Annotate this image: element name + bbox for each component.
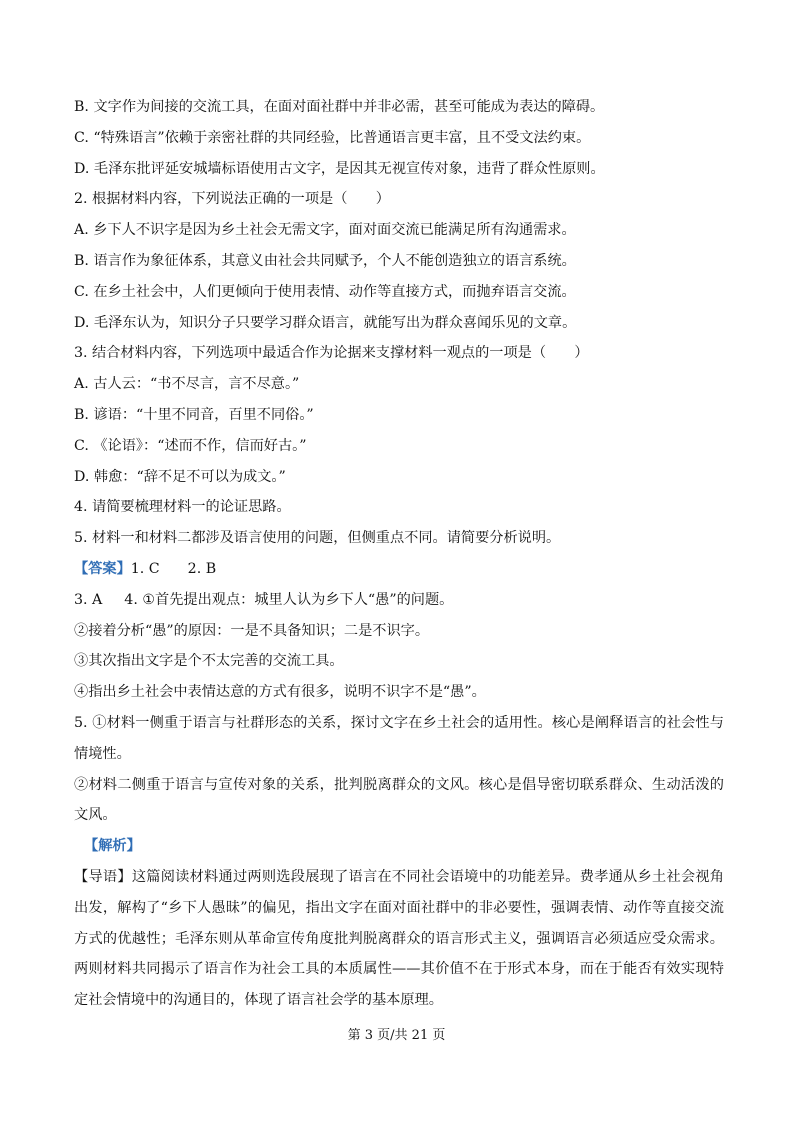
q3-stem: 3. 结合材料内容，下列选项中最适合作为论据来支撑材料一观点的一项是（ ）: [74, 345, 589, 362]
q1-option-d: D. 毛泽东批评延安城墙标语使用古文字，是因其无视宣传对象，违背了群众性原则。: [74, 160, 605, 177]
q2-option-a: A. 乡下人不识字是因为乡土社会无需文字，面对面交流已能满足所有沟通需求。: [74, 222, 576, 239]
q5-stem: 5. 材料一和材料二都涉及语言使用的问题，但侧重点不同。请简要分析说明。: [74, 530, 561, 547]
answer-line-2: [74, 585, 724, 616]
q2-option-d: D. 毛泽东认为，知识分子只要学习群众语言，就能写出为群众喜闻乐见的文章。: [74, 314, 577, 331]
q1-option-c: C. “特殊语言”依赖于亲密社群的共同经验，比普通语言更丰富，且不受文法约束。: [74, 129, 591, 146]
analysis-label: 【解析】: [84, 838, 141, 855]
answer-1: 1. C: [130, 560, 160, 577]
answer-4-step-2: ②接着分析“愚”的原因：一是不具备知识；二是不识字。: [74, 622, 430, 639]
page-footer: 第 3 页/共 21 页: [347, 1028, 446, 1043]
analysis-heading: [74, 831, 724, 862]
q2-option-c: C. 在乡土社会中，人们更倾向于使用表情、动作等直接方式，而抛弃语言交流。: [74, 283, 576, 300]
q1-option-b: B. 文字作为间接的交流工具，在面对面社群中并非必需，甚至可能成为表达的障碍。: [74, 99, 605, 115]
guide-label: 【导语】: [74, 868, 132, 885]
q3-option-c: C. 《论语》：“述而不作，信而好古。”: [74, 437, 307, 454]
q3-option-b: B. 谚语：“十里不同音，百里不同俗。”: [74, 406, 314, 423]
page-content: [74, 92, 724, 1016]
answer-4-step-3: ③其次指出文字是个不太完善的交流工具。: [74, 653, 344, 670]
answer-4-first: 4. ①首先提出观点：城里人认为乡下人“愚”的问题。: [124, 591, 454, 608]
guide-text: 这篇阅读材料通过两则选段展现了语言在不同社会语境中的功能差异。费孝通从乡土社会视角出发，解构了“乡下人愚昧”的偏见，指出文字在面对面社群中的非必要性，强调表情、动作等直接交流方式的优越性；毛泽东则从革命宣传角度批判脱离群众的语言形式主义，强调语言必须适应受众需求。两则材料共同揭示了语言作为社会工具的本质属性——其价值不在于形式本身，而在于能否有效实现特定社会情境中的沟通目的，体现了语言社会学的基本原理。: [74, 868, 724, 1009]
answer-label: 【答案】: [74, 560, 131, 577]
q3-option-a: A. 古人云：“书不尽言，言不尽意。”: [74, 376, 300, 393]
q4-stem: 4. 请简要梳理材料一的论证思路。: [74, 499, 291, 516]
q3-option-d: D. 韩愈：“辞不足不可以为成文。”: [74, 468, 286, 485]
answer-5-part-2: ②材料二侧重于语言与宣传对象的关系，批判脱离群众的文风。核心是倡导密切联系群众、生动活泼的文风。: [74, 776, 724, 824]
q2-stem: 2. 根据材料内容，下列说法正确的一项是（ ）: [74, 191, 390, 208]
guide-paragraph: [74, 862, 724, 1016]
answer-3: 3. A: [74, 591, 103, 608]
answer-line-1: [74, 554, 724, 585]
answer-2: 2. B: [187, 560, 217, 577]
answer-5-part-1: 5. ①材料一侧重于语言与社群形态的关系，探讨文字在乡土社会的适用性。核心是阐释语言的社会性与情境性。: [74, 714, 724, 762]
q2-option-b: B. 语言作为象征体系，其意义由社会共同赋予，个人不能创造独立的语言系统。: [74, 252, 576, 269]
answer-4-step-4: ④指出乡土社会中表情达意的方式有很多，说明不识字不是“愚”。: [74, 684, 486, 701]
